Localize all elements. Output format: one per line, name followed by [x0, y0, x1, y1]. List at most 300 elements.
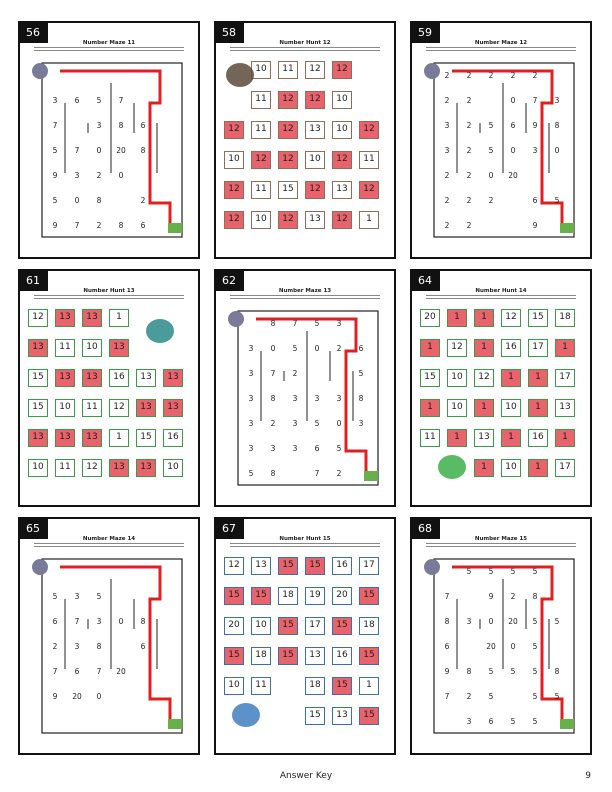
maze-number: 5	[488, 667, 494, 676]
maze-number: 8	[118, 221, 124, 230]
maze-number: 20	[116, 146, 126, 155]
maze-number: 0	[118, 171, 124, 180]
goal-food-icon	[560, 719, 574, 729]
grid-cell: 12	[305, 91, 325, 109]
grid-cell: 17	[305, 617, 325, 635]
maze-number: 2	[466, 96, 472, 105]
maze-number: 0	[510, 146, 516, 155]
maze-number: 9	[488, 592, 494, 601]
maze-number: 5	[532, 717, 538, 726]
card-number: 68	[412, 519, 440, 539]
maze-number: 6	[74, 667, 80, 676]
maze-number: 2	[466, 146, 472, 155]
maze-number: 5	[554, 617, 560, 626]
grid-cell: 13	[28, 339, 48, 357]
maze-number: 3	[336, 394, 342, 403]
maze-number: 0	[488, 171, 494, 180]
maze-number: 2	[292, 369, 298, 378]
maze-number: 20	[72, 692, 82, 701]
grid-cell: 1	[474, 459, 494, 477]
maze-number: 2	[532, 71, 538, 80]
grid-cell: 1	[359, 677, 379, 695]
grid-cell: 12	[224, 181, 244, 199]
maze-number: 0	[510, 96, 516, 105]
maze-number: 0	[270, 344, 276, 353]
grid-cell: 10	[55, 399, 75, 417]
maze-number: 2	[510, 592, 516, 601]
maze-number: 6	[510, 121, 516, 130]
maze-number: 8	[140, 146, 146, 155]
maze-number: 7	[444, 592, 450, 601]
maze-number: 2	[270, 419, 276, 428]
grid-cell: 13	[109, 339, 129, 357]
grid-cell: 15	[251, 587, 271, 605]
maze-number: 3	[444, 121, 450, 130]
maze-number: 3	[74, 592, 80, 601]
maze-number: 5	[52, 146, 58, 155]
maze-walls	[412, 23, 590, 257]
worksheet-card	[214, 269, 396, 507]
maze-number: 5	[554, 692, 560, 701]
maze-number: 20	[116, 667, 126, 676]
maze-number: 5	[336, 444, 342, 453]
grid-cell: 15	[224, 647, 244, 665]
maze-number: 7	[74, 617, 80, 626]
grid-cell: 11	[251, 677, 271, 695]
grid-cell: 17	[528, 339, 548, 357]
maze-number: 6	[358, 344, 364, 353]
grid-cell: 10	[251, 61, 271, 79]
maze-number: 3	[444, 146, 450, 155]
grid-cell: 15	[528, 309, 548, 327]
worksheet-card	[18, 269, 200, 507]
maze-number: 5	[532, 617, 538, 626]
maze-number: 5	[248, 469, 254, 478]
grid-cell: 12	[474, 369, 494, 387]
grid-cell: 1	[359, 211, 379, 229]
maze-number: 3	[554, 96, 560, 105]
grid-cell: 15	[28, 399, 48, 417]
grid-cell: 11	[251, 91, 271, 109]
grid-cell: 10	[28, 459, 48, 477]
worksheet-card	[410, 269, 592, 507]
grid-cell: 13	[305, 121, 325, 139]
maze-number: 5	[96, 96, 102, 105]
grid-cell: 1	[447, 429, 467, 447]
goal-food-icon	[168, 719, 182, 729]
maze-walls	[412, 519, 590, 753]
grid-cell: 15	[278, 181, 298, 199]
grid-cell: 13	[163, 399, 183, 417]
grid-cell: 12	[359, 181, 379, 199]
maze-number: 0	[74, 196, 80, 205]
grid-cell: 11	[251, 181, 271, 199]
maze-number: 5	[510, 667, 516, 676]
maze-number: 20	[508, 171, 518, 180]
maze-number: 2	[466, 171, 472, 180]
card-number: 67	[216, 519, 244, 539]
card-number: 56	[20, 23, 48, 43]
maze-number: 8	[118, 121, 124, 130]
grid-cell: 10	[332, 91, 352, 109]
card-title: Number Maze 12	[474, 40, 528, 46]
worksheet-card	[410, 517, 592, 755]
grid-cell: 1	[109, 309, 129, 327]
grid-cell: 10	[501, 459, 521, 477]
maze-number: 0	[554, 146, 560, 155]
grid-cell: 1	[474, 339, 494, 357]
goal-food-icon	[364, 471, 378, 481]
maze-number: 2	[466, 121, 472, 130]
grid-cell: 16	[332, 557, 352, 575]
grid-cell: 1	[474, 309, 494, 327]
maze-number: 3	[292, 444, 298, 453]
maze-number: 5	[532, 567, 538, 576]
maze-number: 9	[52, 171, 58, 180]
maze-number: 2	[466, 692, 472, 701]
grid-cell: 18	[555, 309, 575, 327]
grid-cell: 10	[82, 339, 102, 357]
card-number: 58	[216, 23, 244, 43]
maze-number: 7	[270, 369, 276, 378]
grid-cell: 15	[278, 617, 298, 635]
grid-cell: 15	[136, 429, 156, 447]
maze-number: 7	[52, 667, 58, 676]
grid-cell: 10	[447, 369, 467, 387]
animal-start-icon	[32, 559, 48, 575]
maze-number: 3	[466, 717, 472, 726]
maze-number: 0	[510, 642, 516, 651]
worksheet-card	[410, 21, 592, 259]
grid-cell: 19	[305, 587, 325, 605]
maze-number: 2	[52, 642, 58, 651]
maze-number: 5	[292, 344, 298, 353]
maze-number: 8	[96, 196, 102, 205]
maze-number: 20	[486, 642, 496, 651]
maze-number: 2	[510, 71, 516, 80]
maze-number: 6	[532, 196, 538, 205]
maze-number: 5	[52, 196, 58, 205]
maze-number: 8	[358, 394, 364, 403]
maze-number: 2	[444, 171, 450, 180]
maze-number: 5	[532, 667, 538, 676]
goal-food-icon	[168, 223, 182, 233]
maze-number: 0	[488, 617, 494, 626]
maze-number: 5	[488, 692, 494, 701]
grid-cell: 12	[305, 181, 325, 199]
worksheet-card	[18, 21, 200, 259]
maze-number: 0	[336, 419, 342, 428]
grid-cell: 15	[278, 557, 298, 575]
grid-cell: 12	[251, 151, 271, 169]
maze-number: 5	[358, 369, 364, 378]
grid-cell: 1	[420, 339, 440, 357]
animal-start-icon	[424, 559, 440, 575]
grid-cell: 13	[28, 429, 48, 447]
maze-number: 9	[52, 221, 58, 230]
maze-number: 0	[118, 617, 124, 626]
maze-number: 2	[444, 71, 450, 80]
grid-cell: 20	[332, 587, 352, 605]
grid-cell: 11	[55, 339, 75, 357]
grid-cell: 20	[420, 309, 440, 327]
grid-cell: 1	[474, 399, 494, 417]
maze-number: 5	[96, 592, 102, 601]
card-number: 61	[20, 271, 48, 291]
maze-number: 2	[488, 196, 494, 205]
grid-cell: 15	[359, 587, 379, 605]
maze-number: 9	[532, 121, 538, 130]
grid-cell: 1	[109, 429, 129, 447]
maze-number: 8	[444, 617, 450, 626]
grid-cell: 11	[82, 399, 102, 417]
maze-number: 8	[270, 394, 276, 403]
grid-cell: 11	[420, 429, 440, 447]
maze-number: 3	[52, 96, 58, 105]
maze-number: 9	[444, 667, 450, 676]
maze-number: 3	[96, 121, 102, 130]
maze-number: 5	[532, 692, 538, 701]
maze-number: 7	[444, 692, 450, 701]
grid-cell: 10	[305, 151, 325, 169]
grid-cell: 10	[224, 151, 244, 169]
grid-cell: 15	[28, 369, 48, 387]
grid-cell: 10	[251, 617, 271, 635]
maze-number: 6	[488, 717, 494, 726]
maze-number: 8	[554, 667, 560, 676]
animal-illustration-icon	[216, 23, 394, 257]
card-title: Number Maze 14	[82, 536, 136, 542]
grid-cell: 13	[474, 429, 494, 447]
maze-number: 7	[292, 319, 298, 328]
maze-number: 2	[444, 196, 450, 205]
maze-number: 2	[96, 171, 102, 180]
grid-cell: 12	[109, 399, 129, 417]
grid-cell: 1	[447, 309, 467, 327]
grid-cell: 18	[359, 617, 379, 635]
maze-number: 7	[96, 667, 102, 676]
grid-cell: 1	[501, 429, 521, 447]
animal-start-icon	[32, 63, 48, 79]
grid-cell: 15	[278, 647, 298, 665]
grid-cell: 12	[359, 121, 379, 139]
card-title: Number Hunt 15	[279, 536, 331, 542]
grid-cell: 12	[501, 309, 521, 327]
animal-illustration-icon	[216, 519, 394, 753]
maze-number: 7	[314, 469, 320, 478]
card-title: Number Hunt 14	[475, 288, 527, 294]
maze-number: 8	[532, 592, 538, 601]
grid-cell: 13	[251, 557, 271, 575]
maze-number: 6	[314, 444, 320, 453]
grid-cell: 20	[224, 617, 244, 635]
maze-number: 6	[74, 96, 80, 105]
grid-cell: 12	[332, 151, 352, 169]
grid-cell: 13	[555, 399, 575, 417]
maze-number: 2	[466, 196, 472, 205]
maze-number: 3	[248, 344, 254, 353]
maze-number: 7	[118, 96, 124, 105]
maze-walls	[20, 23, 198, 257]
grid-cell: 12	[278, 91, 298, 109]
maze-number: 7	[52, 121, 58, 130]
grid-cell: 12	[28, 309, 48, 327]
maze-number: 2	[444, 96, 450, 105]
grid-cell: 16	[109, 369, 129, 387]
maze-number: 3	[292, 419, 298, 428]
grid-cell: 12	[305, 61, 325, 79]
goal-food-icon	[560, 223, 574, 233]
grid-cell: 10	[224, 677, 244, 695]
grid-cell: 16	[332, 647, 352, 665]
grid-cell: 1	[528, 399, 548, 417]
grid-cell: 15	[332, 677, 352, 695]
maze-number: 9	[52, 692, 58, 701]
maze-number: 3	[96, 617, 102, 626]
maze-number: 5	[510, 717, 516, 726]
maze-number: 0	[314, 344, 320, 353]
maze-number: 5	[52, 592, 58, 601]
maze-number: 8	[554, 121, 560, 130]
card-title: Number Hunt 13	[83, 288, 135, 294]
grid-cell: 12	[224, 211, 244, 229]
grid-cell: 12	[278, 211, 298, 229]
grid-cell: 12	[278, 121, 298, 139]
card-title: Number Maze 15	[474, 536, 528, 542]
maze-number: 2	[466, 221, 472, 230]
grid-cell: 12	[332, 61, 352, 79]
maze-number: 9	[532, 221, 538, 230]
card-number: 65	[20, 519, 48, 539]
grid-cell: 15	[359, 707, 379, 725]
maze-number: 3	[74, 171, 80, 180]
grid-cell: 13	[305, 211, 325, 229]
footer-label: Answer Key	[279, 771, 333, 781]
maze-number: 2	[140, 196, 146, 205]
maze-number: 7	[74, 221, 80, 230]
animal-start-icon	[228, 311, 244, 327]
grid-cell: 15	[359, 647, 379, 665]
card-title: Number Maze 11	[82, 40, 136, 46]
maze-number: 3	[248, 394, 254, 403]
grid-cell: 1	[420, 399, 440, 417]
grid-cell: 13	[136, 459, 156, 477]
animal-illustration-icon	[20, 271, 198, 505]
maze-number: 7	[532, 96, 538, 105]
grid-cell: 10	[332, 121, 352, 139]
maze-number: 8	[270, 319, 276, 328]
maze-number: 5	[554, 196, 560, 205]
maze-number: 8	[270, 469, 276, 478]
grid-cell: 13	[82, 369, 102, 387]
maze-number: 8	[96, 642, 102, 651]
grid-cell: 17	[555, 459, 575, 477]
maze-number: 3	[314, 394, 320, 403]
maze-number: 3	[466, 617, 472, 626]
grid-cell: 13	[55, 429, 75, 447]
grid-cell: 12	[447, 339, 467, 357]
maze-number: 2	[336, 469, 342, 478]
maze-number: 6	[140, 642, 146, 651]
grid-cell: 18	[251, 647, 271, 665]
maze-number: 8	[466, 667, 472, 676]
card-title: Number Maze 13	[278, 288, 332, 294]
maze-walls	[216, 271, 394, 505]
card-title: Number Hunt 12	[279, 40, 331, 46]
grid-cell: 10	[501, 399, 521, 417]
grid-cell: 13	[55, 369, 75, 387]
grid-cell: 13	[136, 369, 156, 387]
maze-number: 2	[444, 221, 450, 230]
grid-cell: 15	[332, 617, 352, 635]
maze-number: 20	[508, 617, 518, 626]
grid-cell: 13	[136, 399, 156, 417]
grid-cell: 13	[305, 647, 325, 665]
maze-number: 2	[466, 71, 472, 80]
maze-number: 2	[488, 71, 494, 80]
maze-number: 3	[532, 146, 538, 155]
maze-number: 3	[292, 394, 298, 403]
maze-number: 5	[532, 642, 538, 651]
grid-cell: 15	[305, 707, 325, 725]
grid-cell: 15	[305, 557, 325, 575]
worksheet-card	[214, 517, 396, 755]
grid-cell: 12	[224, 121, 244, 139]
maze-number: 5	[488, 121, 494, 130]
maze-number: 5	[510, 567, 516, 576]
grid-cell: 13	[332, 707, 352, 725]
grid-cell: 11	[251, 121, 271, 139]
maze-number: 3	[270, 444, 276, 453]
grid-cell: 11	[359, 151, 379, 169]
maze-number: 3	[74, 642, 80, 651]
grid-cell: 12	[82, 459, 102, 477]
grid-cell: 13	[82, 309, 102, 327]
grid-cell: 16	[528, 429, 548, 447]
grid-cell: 15	[224, 587, 244, 605]
grid-cell: 13	[332, 181, 352, 199]
grid-cell: 1	[528, 369, 548, 387]
grid-cell: 10	[163, 459, 183, 477]
grid-cell: 15	[420, 369, 440, 387]
maze-number: 6	[52, 617, 58, 626]
grid-cell: 13	[163, 369, 183, 387]
worksheet-card	[214, 21, 396, 259]
grid-cell: 16	[501, 339, 521, 357]
animal-start-icon	[424, 63, 440, 79]
maze-number: 6	[140, 221, 146, 230]
maze-number: 6	[140, 121, 146, 130]
maze-number: 2	[336, 344, 342, 353]
grid-cell: 11	[278, 61, 298, 79]
card-number: 62	[216, 271, 244, 291]
grid-cell: 18	[278, 587, 298, 605]
maze-number: 8	[140, 617, 146, 626]
grid-cell: 1	[555, 429, 575, 447]
grid-cell: 12	[224, 557, 244, 575]
maze-number: 3	[248, 369, 254, 378]
page-number: 9	[585, 771, 591, 781]
maze-number: 3	[248, 444, 254, 453]
maze-number: 3	[336, 319, 342, 328]
grid-cell: 10	[447, 399, 467, 417]
grid-cell: 13	[109, 459, 129, 477]
grid-cell: 1	[528, 459, 548, 477]
maze-number: 5	[466, 567, 472, 576]
maze-number: 5	[314, 319, 320, 328]
animal-illustration-icon	[412, 271, 590, 505]
maze-number: 3	[358, 419, 364, 428]
